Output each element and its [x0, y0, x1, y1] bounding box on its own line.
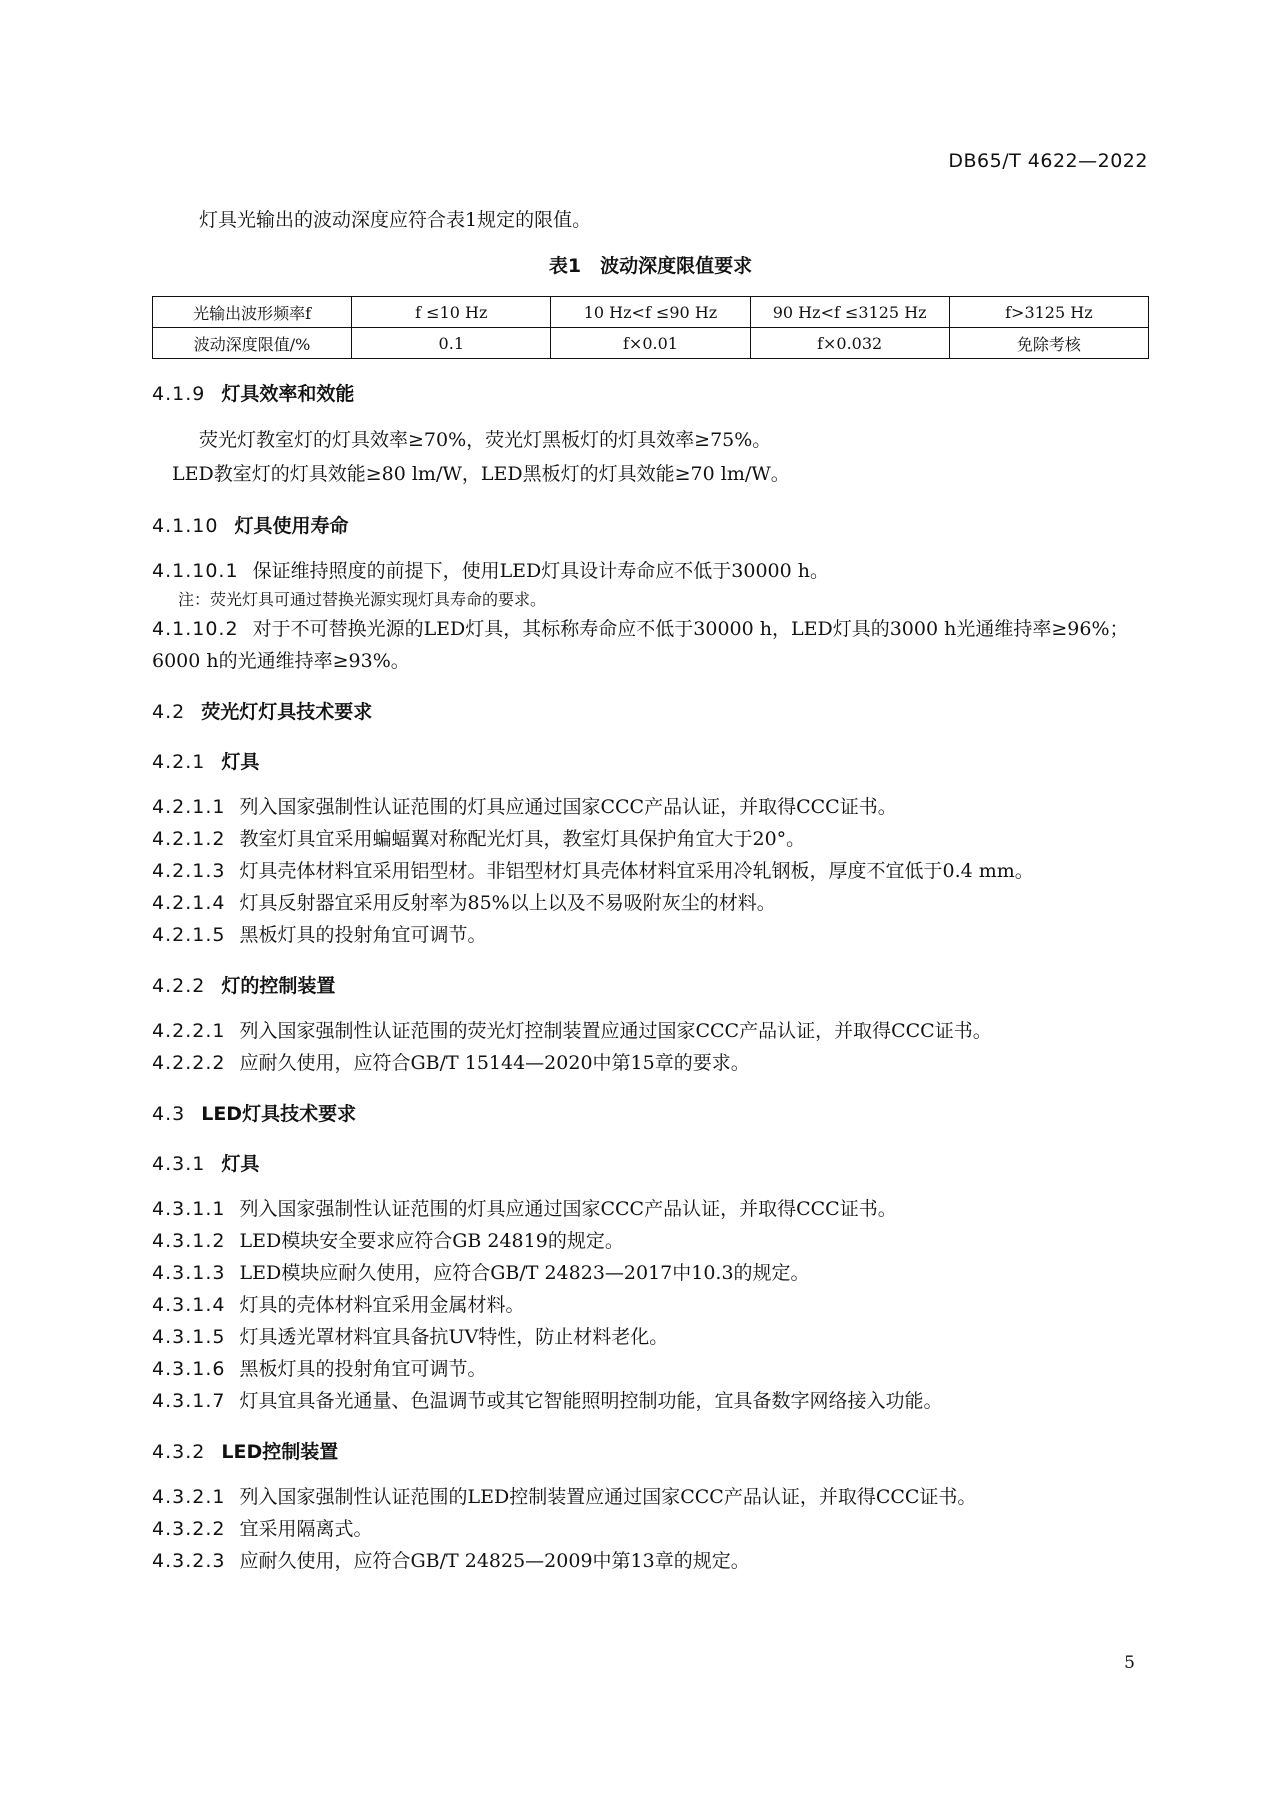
section-title: 灯具效率和效能 — [221, 383, 355, 405]
section-number: 4.1.9 — [152, 383, 206, 405]
section-number: 4.2.2 — [152, 975, 206, 997]
clause-number: 4.3.1.5 — [152, 1326, 226, 1348]
clause — [152, 1047, 1149, 1079]
table-caption: 表1 波动深度限值要求 — [548, 255, 753, 277]
clause-number: 4.3.2.3 — [152, 1550, 226, 1572]
table-cell: f×0.032 — [750, 328, 949, 359]
clause — [152, 1545, 1149, 1577]
fluctuation-depth-table — [152, 296, 1149, 359]
clause — [152, 613, 1149, 677]
clause — [152, 1015, 1149, 1047]
section-number: 4.2 — [152, 701, 186, 723]
note: 注：荧光灯具可通过替换光源实现灯具寿命的要求。 — [178, 590, 547, 609]
clause-text: 灯具壳体材料宜采用铝型材。非铝型材灯具壳体材料宜采用冷轧钢板，厚度不宜低于0.4 mm。 — [239, 860, 1034, 882]
clause-number: 4.2.1.2 — [152, 828, 226, 850]
clause-number: 4.2.2.1 — [152, 1020, 226, 1042]
clause-text: 灯具透光罩材料宜具备抗UV特性，防止材料老化。 — [239, 1326, 669, 1348]
clause-text: 宜采用隔离式。 — [239, 1518, 373, 1540]
section-title: 灯具使用寿命 — [234, 515, 349, 537]
clause-text: 对于不可替换光源的LED灯具，其标称寿命应不低于30000 h，LED灯具的3000 h光通维持率≥96%；6000 h的光通维持率≥93%。 — [152, 618, 1129, 672]
section-number: 4.3.1 — [152, 1153, 206, 1175]
table-intro: 灯具光输出的波动深度应符合表1规定的限值。 — [199, 209, 592, 231]
clause-number: 4.3.1.1 — [152, 1198, 226, 1220]
clause — [152, 823, 1149, 855]
clause-text: 列入国家强制性认证范围的灯具应通过国家CCC产品认证，并取得CCC证书。 — [239, 796, 897, 818]
section-title: 灯具 — [221, 1153, 260, 1175]
clause-text: LED模块安全要求应符合GB 24819的规定。 — [239, 1230, 624, 1252]
section-number: 4.3.2 — [152, 1441, 206, 1463]
clause — [152, 1385, 1149, 1417]
section-heading — [152, 697, 1149, 727]
table-cell: 波动深度限值/% — [153, 328, 352, 359]
table-cell: f>3125 Hz — [949, 297, 1148, 328]
clause-number: 4.2.1.3 — [152, 860, 226, 882]
clause — [152, 1225, 1149, 1257]
clause — [152, 1321, 1149, 1353]
clause — [152, 1513, 1149, 1545]
clause-number: 4.1.10.2 — [152, 618, 239, 640]
clause — [152, 855, 1149, 887]
clause-text: 列入国家强制性认证范围的荧光灯控制装置应通过国家CCC产品认证，并取得CCC证书。 — [239, 1020, 992, 1042]
clause-text: 保证维持照度的前提下，使用LED灯具设计寿命应不低于30000 h。 — [252, 560, 830, 582]
table-cell: 光输出波形频率f — [153, 297, 352, 328]
clause-number: 4.3.1.2 — [152, 1230, 226, 1252]
document-code: DB65/T 4622—2022 — [948, 150, 1148, 172]
clause-text: 列入国家强制性认证范围的LED控制装置应通过国家CCC产品认证，并取得CCC证书。 — [239, 1486, 977, 1508]
clause-text: 教室灯具宜采用蝙蝠翼对称配光灯具，教室灯具保护角宜大于20°。 — [239, 828, 806, 850]
section-title: 灯的控制装置 — [221, 975, 336, 997]
clause-number: 4.2.2.2 — [152, 1052, 226, 1074]
table-row — [153, 297, 1149, 328]
section-number: 4.3 — [152, 1103, 186, 1125]
clause-number: 4.3.2.1 — [152, 1486, 226, 1508]
section-heading — [152, 1099, 1149, 1129]
section-title: 灯具 — [221, 751, 260, 773]
clause-number: 4.2.1.5 — [152, 924, 226, 946]
section-title: LED控制装置 — [221, 1441, 339, 1463]
table-cell: f ≤10 Hz — [352, 297, 551, 328]
clause-text: 灯具宜具备光通量、色温调节或其它智能照明控制功能，宜具备数字网络接入功能。 — [239, 1390, 943, 1412]
section-heading — [152, 1149, 1149, 1179]
clause-number: 4.2.1.4 — [152, 892, 226, 914]
clause — [152, 555, 1149, 587]
clause — [152, 887, 1149, 919]
table-cell: 免除考核 — [949, 328, 1148, 359]
clause-number: 4.3.1.7 — [152, 1390, 226, 1412]
page-number: 5 — [1124, 1653, 1135, 1673]
section-heading — [152, 379, 1149, 409]
clause — [152, 791, 1149, 823]
clause — [152, 1257, 1149, 1289]
clause-text: 应耐久使用，应符合GB/T 24825—2009中第13章的规定。 — [239, 1550, 750, 1572]
section-heading — [152, 747, 1149, 777]
document-body — [152, 203, 1149, 1577]
clause — [152, 1193, 1149, 1225]
clause-text: 灯具反射器宜采用反射率为85%以上以及不易吸附灰尘的材料。 — [239, 892, 776, 914]
paragraph: 荧光灯教室灯的灯具效率≥70%，荧光灯黑板灯的灯具效率≥75%。 — [199, 429, 772, 451]
table-cell: f×0.01 — [551, 328, 750, 359]
table-cell: 10 Hz<f ≤90 Hz — [551, 297, 750, 328]
section-title: LED灯具技术要求 — [201, 1103, 357, 1125]
clause-text: 灯具的壳体材料宜采用金属材料。 — [239, 1294, 525, 1316]
clause-text: 黑板灯具的投射角宜可调节。 — [239, 924, 487, 946]
clause-text: 列入国家强制性认证范围的灯具应通过国家CCC产品认证，并取得CCC证书。 — [239, 1198, 897, 1220]
clause-number: 4.3.1.3 — [152, 1262, 226, 1284]
section-heading — [152, 1437, 1149, 1467]
clause-number: 4.3.1.4 — [152, 1294, 226, 1316]
section-heading — [152, 511, 1149, 541]
clause-number: 4.2.1.1 — [152, 796, 226, 818]
table-row — [153, 328, 1149, 359]
clause — [152, 1289, 1149, 1321]
table-cell: 90 Hz<f ≤3125 Hz — [750, 297, 949, 328]
clause-number: 4.3.1.6 — [152, 1358, 226, 1380]
section-number: 4.1.10 — [152, 515, 219, 537]
clause-text: 应耐久使用，应符合GB/T 15144—2020中第15章的要求。 — [239, 1052, 750, 1074]
clause-text: LED模块应耐久使用，应符合GB/T 24823—2017中10.3的规定。 — [239, 1262, 810, 1284]
clause — [152, 1353, 1149, 1385]
clause — [152, 1481, 1149, 1513]
section-heading — [152, 971, 1149, 1001]
clause-text: 黑板灯具的投射角宜可调节。 — [239, 1358, 487, 1380]
clause-number: 4.1.10.1 — [152, 560, 239, 582]
paragraph: LED教室灯的灯具效能≥80 lm/W，LED黑板灯的灯具效能≥70 lm/W。 — [172, 463, 790, 485]
section-number: 4.2.1 — [152, 751, 206, 773]
table-cell: 0.1 — [352, 328, 551, 359]
clause-number: 4.3.2.2 — [152, 1518, 226, 1540]
section-title: 荧光灯灯具技术要求 — [201, 701, 373, 723]
clause — [152, 919, 1149, 951]
